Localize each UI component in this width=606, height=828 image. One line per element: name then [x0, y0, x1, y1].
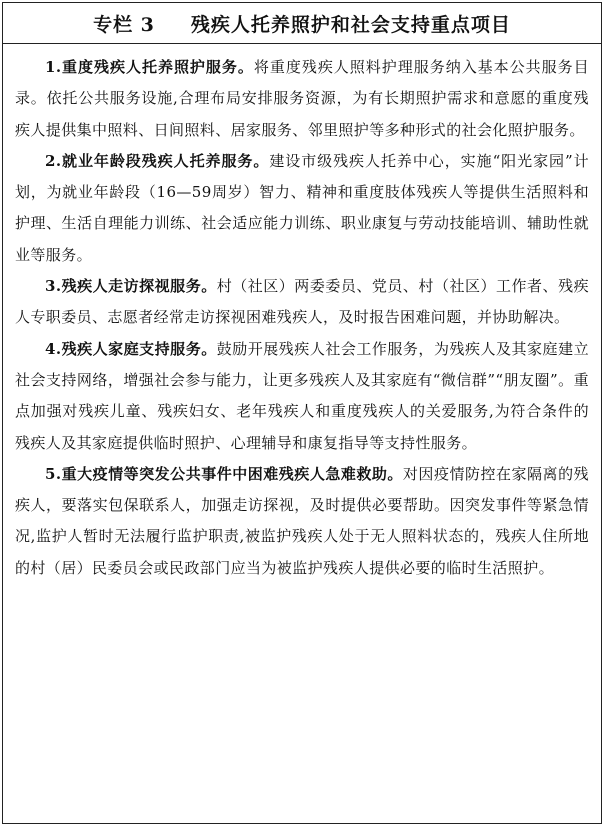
- feature-box: [2, 2, 602, 824]
- box-header: [3, 3, 601, 44]
- item-5-body: 对因疫情防控在家隔离的残疾人，要落实包保联系人，加强走访探视，及时提供必要帮助。因突发事件等紧急情况,监护人暂时无法履行监护职责,被监护残疾人处于无人照料状态的，残疾人住所地的村（居）民委员会或民政部门应当为被监护残疾人提供必要的临时生活照护。: [15, 464, 589, 577]
- item-4-body: 鼓励开展残疾人社会工作服务，为残疾人及其家庭建立社会支持网络，增强社会参与能力，让更多残疾人及其家庭有“微信群”“朋友圈”。重点加强对残疾儿童、残疾妇女、老年残疾人和重度残疾人的关爱服务,为符合条件的残疾人及其家庭提供临时照护、心理辅导和康复指导等支持性服务。: [15, 339, 589, 452]
- item-2: [15, 146, 589, 271]
- box-title: 残疾人托养照护和社会支持重点项目: [190, 13, 511, 36]
- column-label: 专栏 3: [93, 13, 155, 36]
- item-2-heading: 2.就业年龄段残疾人托养服务。: [45, 151, 270, 170]
- item-2-body: 建设市级残疾人托养中心，实施“阳光家园”计划，为就业年龄段（16—59周岁）智力、精神和重度肢体残疾人等提供生活照料和护理、生活自理能力训练、社会适应能力训练、职业康复与劳动技能培训、辅助性就业等服务。: [15, 151, 589, 264]
- item-5: [15, 459, 589, 584]
- item-4-heading: 4.残疾人家庭支持服务。: [45, 339, 217, 358]
- item-5-heading: 5.重大疫情等突发公共事件中困难残疾人急难救助。: [45, 464, 403, 483]
- item-3-body: 村（社区）两委委员、党员、村（社区）工作者、残疾人专职委员、志愿者经常走访探视困难残疾人，及时报告困难问题，并协助解决。: [15, 277, 589, 327]
- item-1-heading: 1.重度残疾人托养照护服务。: [45, 58, 254, 76]
- item-4: [15, 334, 589, 459]
- box-content: [3, 44, 601, 584]
- item-3-heading: 3.残疾人走访探视服务。: [45, 277, 217, 296]
- item-1-body: 将重度残疾人照料护理服务纳入基本公共服务目录。依托公共服务设施,合理布局安排服务资源，为有长期照护需求和意愿的重度残疾人提供集中照料、日间照料、居家服务、邻里照护等多种形式的社会化照护服务。: [15, 58, 589, 139]
- item-1: [15, 52, 589, 146]
- item-3: [15, 271, 589, 334]
